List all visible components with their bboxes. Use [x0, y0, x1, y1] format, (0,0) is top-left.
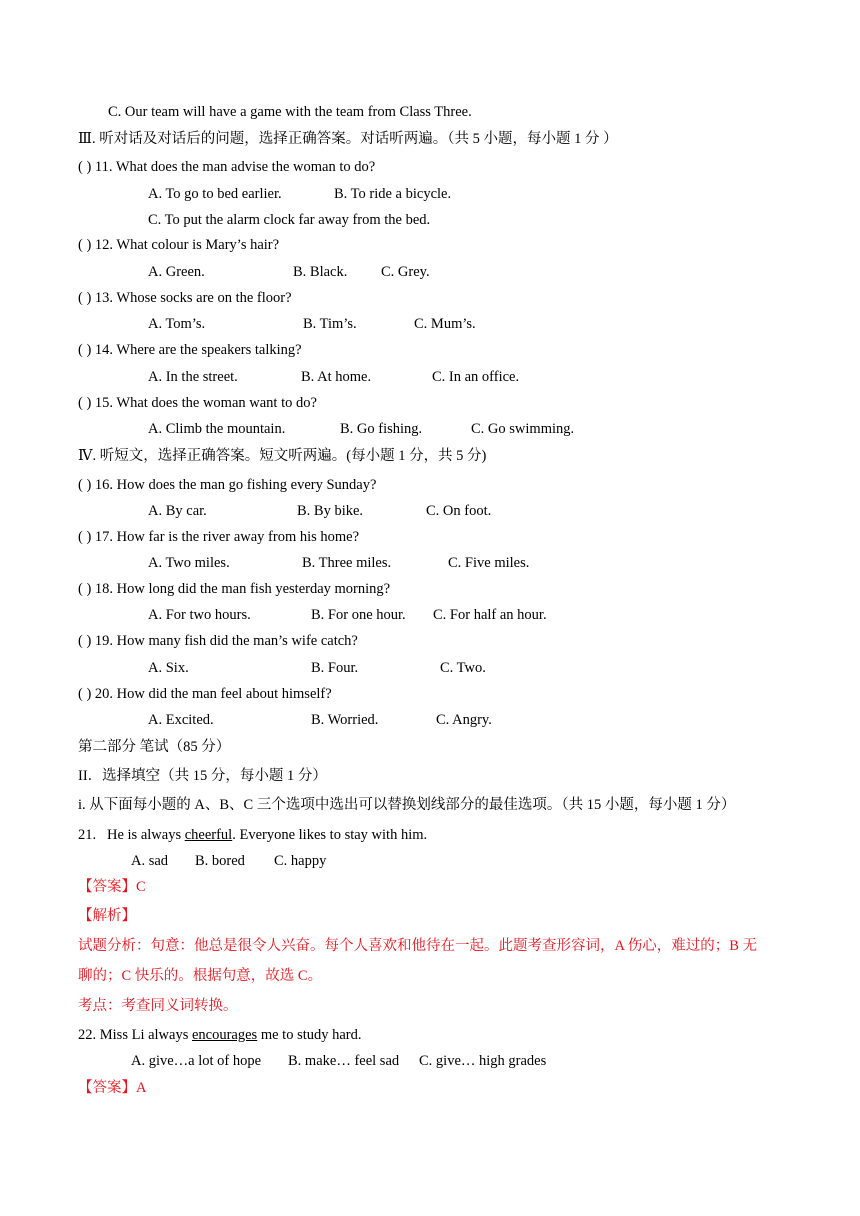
section-4-heading: Ⅳ. 听短文，选择正确答案。短文听两遍。(每小题 1 分，共 5 分): [78, 448, 487, 464]
q21-analysis-line-2: 聊的；C 快乐的。根据句意，故选 C。: [78, 968, 323, 984]
q12-option-a: A. Green.: [148, 264, 205, 280]
question-16: ( ) 16. How does the man go fishing every Sunday?: [78, 477, 377, 493]
question-12: ( ) 12. What colour is Mary’s hair?: [78, 237, 280, 253]
q16-option-c: C. On foot.: [426, 503, 492, 519]
q11-option-c: C. To put the alarm clock far away from the bed.: [148, 212, 431, 228]
q12-option-c: C. Grey.: [381, 264, 430, 280]
q18-option-b: B. For one hour.: [311, 607, 406, 623]
question-14: ( ) 14. Where are the speakers talking?: [78, 342, 302, 358]
section-2-heading: II．选择填空（共 15 分，每小题 1 分）: [78, 768, 327, 784]
q11-option-a: A. To go to bed earlier.: [148, 186, 282, 202]
q22-option-b: B. make… feel sad: [288, 1053, 400, 1069]
question-11: ( ) 11. What does the man advise the woman to do?: [78, 159, 376, 175]
q21-analysis-line-1: 试题分析：句意：他总是很令人兴奋。每个人喜欢和他待在一起。此题考查形容词，A 伤心，难过的；B 无: [78, 938, 758, 954]
q18-option-c: C. For half an hour.: [433, 607, 547, 623]
q19-option-b: B. Four.: [311, 660, 359, 676]
q17-option-c: C. Five miles.: [448, 555, 530, 571]
q21-answer: 【答案】C: [78, 879, 146, 895]
section-3-heading: Ⅲ. 听对话及对话后的问题，选择正确答案。对话听两遍。（共 5 小题，每小题 1 分 ）: [78, 131, 618, 147]
q15-option-c: C. Go swimming.: [471, 421, 575, 437]
q21-analysis-label: 【解析】: [78, 908, 136, 924]
question-20: ( ) 20. How did the man feel about himself?: [78, 686, 332, 702]
q16-option-b: B. By bike.: [297, 503, 364, 519]
question-15: ( ) 15. What does the woman want to do?: [78, 395, 317, 411]
section-2-instructions: i. 从下面每小题的 A、B、C 三个选项中选出可以替换划线部分的最佳选项。（共 15 小题，每小题 1 分）: [78, 797, 736, 813]
q14-option-b: B. At home.: [301, 369, 372, 385]
q14-option-c: C. In an office.: [432, 369, 520, 385]
q21-option-c: C. happy: [274, 853, 327, 869]
question-19: ( ) 19. How many fish did the man’s wife catch?: [78, 633, 358, 649]
question-21: [78, 826, 427, 844]
q21-text-before: 21. He is always: [78, 827, 185, 843]
q13-option-c: C. Mum’s.: [414, 316, 476, 332]
question-22: [78, 1026, 362, 1044]
q14-option-a: A. In the street.: [148, 369, 238, 385]
q13-option-b: B. Tim’s.: [303, 316, 357, 332]
part-2-heading: 第二部分 笔试（85 分）: [78, 739, 231, 755]
q20-option-c: C. Angry.: [436, 712, 492, 728]
q13-option-a: A. Tom’s.: [148, 316, 206, 332]
q15-option-b: B. Go fishing.: [340, 421, 423, 437]
q21-option-a: A. sad: [131, 853, 169, 869]
q21-underlined-word: cheerful: [184, 827, 233, 843]
question-13: ( ) 13. Whose socks are on the floor?: [78, 290, 292, 306]
q21-text-after: . Everyone likes to stay with him.: [232, 827, 428, 843]
question-17: ( ) 17. How far is the river away from his home?: [78, 529, 360, 545]
q22-underlined-word: encourages: [191, 1027, 258, 1043]
q17-option-b: B. Three miles.: [302, 555, 392, 571]
q22-text-before: 22. Miss Li always: [78, 1027, 192, 1043]
q16-option-a: A. By car.: [148, 503, 207, 519]
question-18: ( ) 18. How long did the man fish yesterday morning?: [78, 581, 391, 597]
q11-option-b: B. To ride a bicycle.: [334, 186, 452, 202]
q22-text-after: me to study hard.: [257, 1027, 362, 1043]
q22-answer: 【答案】A: [78, 1080, 147, 1096]
q15-option-a: A. Climb the mountain.: [148, 421, 286, 437]
q20-option-b: B. Worried.: [311, 712, 379, 728]
q19-option-c: C. Two.: [440, 660, 486, 676]
q19-option-a: A. Six.: [148, 660, 189, 676]
q22-option-c: C. give… high grades: [419, 1053, 547, 1069]
q17-option-a: A. Two miles.: [148, 555, 230, 571]
q12-option-b: B. Black.: [293, 264, 348, 280]
q20-option-a: A. Excited.: [148, 712, 214, 728]
q21-point: 考点：考查同义词转换。: [78, 998, 238, 1014]
option-c-line: C. Our team will have a game with the team from Class Three.: [108, 104, 472, 120]
q21-option-b: B. bored: [195, 853, 245, 869]
q18-option-a: A. For two hours.: [148, 607, 251, 623]
q22-option-a: A. give…a lot of hope: [131, 1053, 262, 1069]
